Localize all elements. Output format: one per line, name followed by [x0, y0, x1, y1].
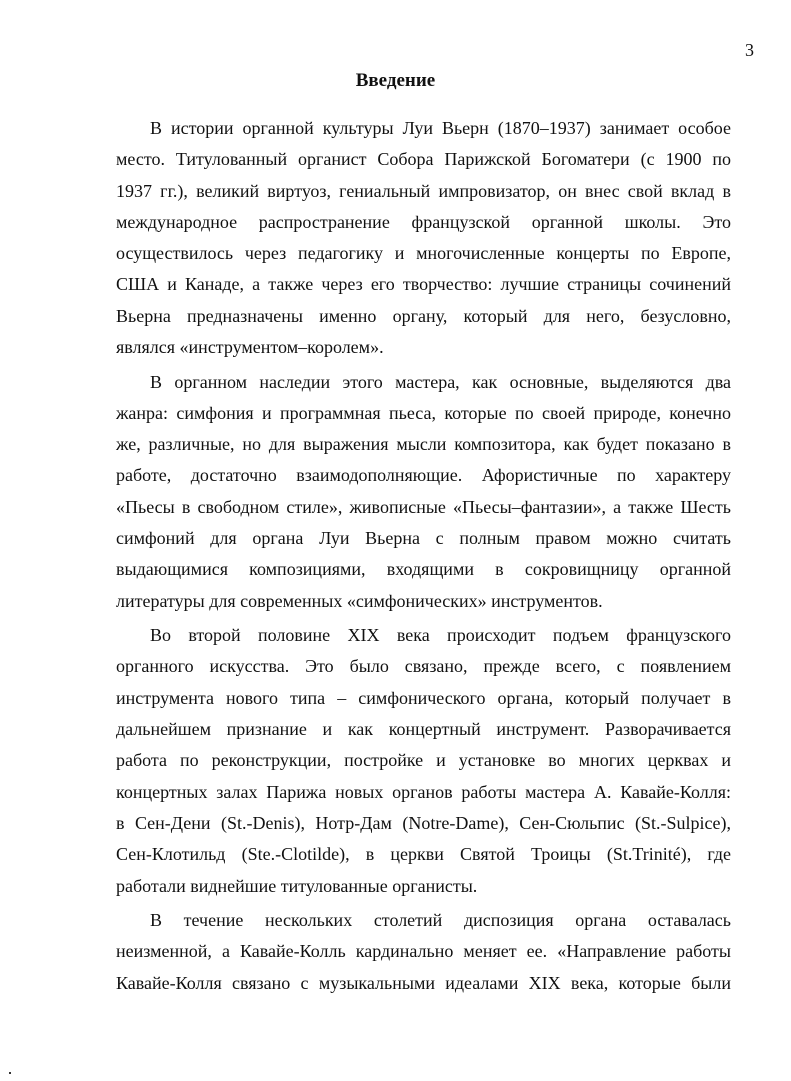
- text-line: работе, достаточно взаимодополняющие. Афористичные по характеру: [116, 465, 731, 486]
- text-line: международное распространение французской органной школы. Это: [116, 211, 731, 232]
- text-line: Вьерна предназначены именно органу, который для него, безусловно,: [116, 305, 731, 326]
- text-line: в Сен-Дени (St.-Denis), Нотр-Дам (Notre-Dame), Сен-Сюльпис (St.-Sulpice),: [116, 812, 731, 833]
- text-line: США и Канаде, а также через его творчество: лучшие страницы сочинений: [116, 274, 731, 295]
- text-line: выдающимися композициями, входящими в сокровищницу органной: [116, 559, 731, 580]
- text-line: Во второй половине XIX века происходит подъем французского: [150, 625, 731, 646]
- text-line: работа по реконструкции, постройке и установке во многих церквах и: [116, 750, 731, 771]
- text-line: место. Титулованный органист Собора Парижской Богоматери (с 1900 по: [116, 149, 731, 170]
- text-line: работали виднейшие титулованные органисты.: [116, 875, 478, 896]
- text-line: Кавайе-Колля связано с музыкальными идеалами XIX века, которые были: [116, 972, 731, 993]
- text-line: В органном наследии этого мастера, как основные, выделяются два: [150, 371, 731, 392]
- text-line: литературы для современных «симфонических» инструментов.: [116, 590, 603, 611]
- text-line: «Пьесы в свободном стиле», живописные «Пьесы–фантазии», а также Шесть: [116, 496, 731, 517]
- paragraph: [116, 905, 731, 999]
- text-line: дальнейшем признание и как концертный инструмент. Разворачивается: [116, 719, 731, 740]
- text-line: же, различные, но для выражения мысли композитора, как будет показано в: [116, 434, 731, 455]
- text-line: концертных залах Парижа новых органов работы мастера А. Кавайе-Колля:: [116, 781, 731, 802]
- text-line: В истории органной культуры Луи Вьерн (1870–1937) занимает особое: [150, 118, 731, 138]
- text-line: Сен-Клотильд (Ste.-Clotilde), в церкви Святой Троицы (St.Trinité), где: [116, 844, 731, 865]
- page-title: Введение: [355, 70, 436, 91]
- body-text: [116, 113, 731, 999]
- text-line: 1937 гг.), великий виртуоз, гениальный импровизатор, он внес свой вклад в: [116, 180, 731, 201]
- text-line: В течение нескольких столетий диспозиция органа оставалась: [150, 909, 731, 930]
- text-line: неизменной, а Кавайе-Колль кардинально меняет ее. «Направление работы: [116, 941, 731, 962]
- text-line: симфоний для органа Луи Вьерна с полным правом можно считать: [116, 528, 731, 549]
- paragraph: [116, 620, 731, 902]
- text-line: инструмента нового типа – симфонического органа, который получает в: [116, 687, 731, 708]
- paragraph: [116, 113, 731, 363]
- text-line: осуществилось через педагогику и многочисленные концерты по Европе,: [116, 243, 731, 264]
- paragraph: [116, 367, 731, 617]
- text-line: являлся «инструментом–королем».: [116, 337, 384, 358]
- page-number: 3: [745, 40, 754, 60]
- text-line: органного искусства. Это было связано, прежде всего, с появлением: [116, 656, 731, 677]
- scan-speck: [9, 1072, 11, 1074]
- text-line: жанра: симфония и программная пьеса, которые по своей природе, конечно: [116, 402, 731, 423]
